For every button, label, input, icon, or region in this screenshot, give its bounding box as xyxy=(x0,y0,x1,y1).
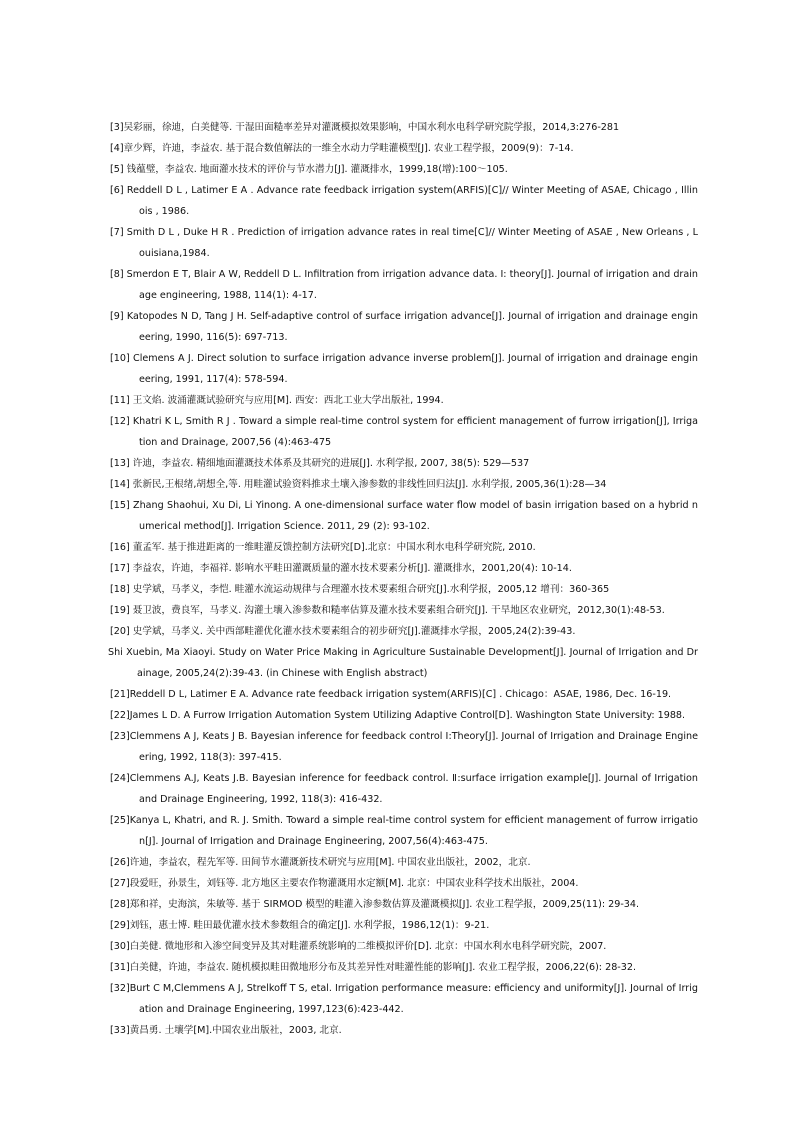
reference-item: [26]许迪，李益农，程先军等. 田间节水灌溉新技术研究与应用[M]. 中国农业出版社，2002，北京. xyxy=(110,857,531,868)
reference-list xyxy=(110,117,698,1041)
reference-item: [14] 张新民,王根绪,胡想全,等. 用畦灌试验资料推求土壤入渗参数的非线性回归法[J]. 水利学报, 2005,36(1):28—34 xyxy=(110,479,607,490)
reference-item: [13] 许迪，李益农. 精细地面灌溉技术体系及其研究的进展[J]. 水利学报, 2007, 38(5): 529—537 xyxy=(110,458,530,469)
reference-item: [33]黄昌勇. 土壤学[M].中国农业出版社，2003, 北京. xyxy=(110,1025,342,1036)
reference-item: [8] Smerdon E T, Blair A W, Reddell D L. Infiltration from irrigation advance data. I: theory[J]. Journal of irrigation and drainage engineering, 1988, 114(1): 4-17. xyxy=(110,269,698,301)
reference-item: [32]Burt C M,Clemmens A J, Strelkoff T S, etal. Irrigation performance measure: efficiency and uniformity[J]. Journal of Irrigation and Drainage Engineering, 1997,123(6):423-442. xyxy=(110,983,698,1015)
reference-item: [31]白美健，许迪，李益农. 随机模拟畦田微地形分布及其差异性对畦灌性能的影响[J]. 农业工程学报，2006,22(6): 28-32. xyxy=(110,962,637,973)
reference-item: [29]刘钰，惠士博. 畦田最优灌水技术参数组合的确定[J]. 水利学报，1986,12(1)：9-21. xyxy=(110,920,490,931)
reference-item: [23]Clemmens A J, Keats J B. Bayesian inference for feedback control Ⅰ:Theory[J]. Journal of Irrigation and Drainage Engineering, 1992, 118(3): 397-415. xyxy=(110,731,698,763)
reference-item: [20] 史学斌，马孝义. 关中西部畦灌优化灌水技术要素组合的初步研究[J].灌溉排水学报，2005,24(2):39-43. xyxy=(110,626,576,637)
reference-item: [27]段爱旺，孙景生，刘钰等. 北方地区主要农作物灌溉用水定额[M]. 北京：中国农业科学技术出版社，2004. xyxy=(110,878,579,889)
reference-item: [28]郑和祥，史海滨，朱敏等. 基于 SIRMOD 模型的畦灌入渗参数估算及灌溉模拟[J]. 农业工程学报，2009,25(11): 29-34. xyxy=(110,899,640,910)
reference-item: [19] 聂卫波，费良军，马孝义. 沟灌土壤入渗参数和糙率估算及灌水技术要素组合研究[J]. 干旱地区农业研究，2012,30(1):48-53. xyxy=(110,605,665,616)
reference-item: [11] 王文焰. 波涌灌溉试验研究与应用[M]. 西安：西北工业大学出版社, 1994. xyxy=(110,395,444,406)
reference-item: [15] Zhang Shaohui, Xu Di, Li Yinong. A one-dimensional surface water flow model of basin irrigation based on a hybrid numerical method[J]. Irrigation Science. 2011, 29 (2): 93-102. xyxy=(110,500,698,532)
reference-item: [6] Reddell D L , Latimer E A . Advance rate feedback irrigation system(ARFIS)[C]// Winter Meeting of ASAE, Chicago , Illinois , 1986. xyxy=(110,185,698,217)
reference-item: [30]白美健. 微地形和入渗空间变异及其对畦灌系统影响的二维模拟评价[D]. 北京：中国水利水电科学研究院，2007. xyxy=(110,941,607,952)
reference-item: Shi Xuebin, Ma Xiaoyi. Study on Water Price Making in Agriculture Sustainable Development[J]. Journal of Irrigation and Drainage, 2005,24(2):39-43. (in Chinese with English abstract) xyxy=(108,647,698,679)
reference-item: [24]Clemmens A.J, Keats J.B. Bayesian inference for feedback control. Ⅱ:surface irrigation example[J]. Journal of Irrigation and Drainage Engineering, 1992, 118(3): 416-432. xyxy=(110,773,698,805)
reference-item: [21]Reddell D L, Latimer E A. Advance rate feedback irrigation system(ARFIS)[C] . Chicago：ASAE, 1986, Dec. 16-19. xyxy=(110,689,672,700)
reference-item: [12] Khatri K L, Smith R J . Toward a simple real-time control system for efficient management of furrow irrigation[J], Irrigation and Drainage, 2007,56 (4):463-475 xyxy=(110,416,698,448)
reference-item: [10] Clemens A J. Direct solution to surface irrigation advance inverse problem[J]. Journal of irrigation and drainage engineering, 1991, 117(4): 578-594. xyxy=(110,353,698,385)
reference-item: [22]James L D. A Furrow Irrigation Automation System Utilizing Adaptive Control[D]. Washington State University: 1988. xyxy=(110,710,686,721)
reference-item: [5] 钱蕴璧，李益农. 地面灌水技术的评价与节水潜力[J]. 灌溉排水，1999,18(增):100～105. xyxy=(110,164,508,175)
reference-item: [18] 史学斌，马孝义，李恺. 畦灌水流运动规律与合理灌水技术要素组合研究[J].水利学报，2005,12 增刊：360-365 xyxy=(110,584,610,595)
reference-item: [16] 董孟军. 基于推进距离的一维畦灌反馈控制方法研究[D].北京：中国水利水电科学研究院, 2010. xyxy=(110,542,536,553)
reference-item: [3]吴彩丽，徐迪，白美健等. 干湿田面糙率差异对灌溉模拟效果影响，中国水利水电科学研究院学报，2014,3:276-281 xyxy=(110,122,620,133)
reference-item: [25]Kanya L, Khatri, and R. J. Smith. Toward a simple real-time control system for efficient management of furrow irrigation[J]. Journal of Irrigation and Drainage Engineering, 2007,56(4):463-475. xyxy=(110,815,698,847)
reference-item: [7] Smith D L , Duke H R . Prediction of irrigation advance rates in real time[C]// Winter Meeting of ASAE , New Orleans , Louisiana,1984. xyxy=(110,227,698,259)
reference-item: [17] 李益农，许迪，李福祥. 影响水平畦田灌溉质量的灌水技术要素分析[J]. 灌溉排水，2001,20(4): 10-14. xyxy=(110,563,572,574)
reference-item: [9] Katopodes N D, Tang J H. Self-adaptive control of surface irrigation advance[J]. Journal of irrigation and drainage engineering, 1990, 116(5): 697-713. xyxy=(110,311,698,343)
reference-item: [4]章少辉，许迪，李益农. 基于混合数值解法的一维全水动力学畦灌模型[J]. 农业工程学报，2009(9)：7-14. xyxy=(110,143,574,154)
